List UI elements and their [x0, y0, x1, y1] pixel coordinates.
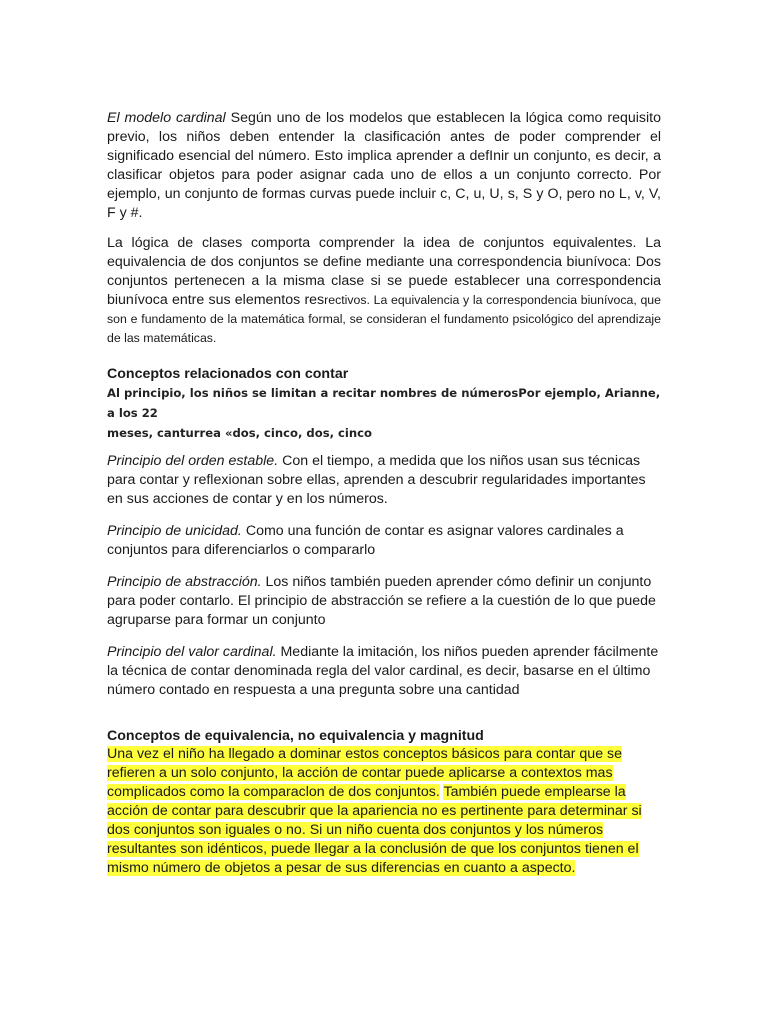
equivalence-paragraph — [107, 745, 661, 878]
principle-term: Principio del valor cardinal. — [107, 644, 277, 660]
principle-stable-order — [107, 452, 661, 509]
principle-term: Principio del orden estable. — [107, 453, 279, 469]
classes-small-text: rectivos. La equivalencia y la correspondencia biunívoca, que son e fundamento de la matemática formal, se consideran el fundamento psicológico del aprendizaje de las matemáticas. — [107, 293, 661, 345]
intro-text: Según uno de los modelos que establecen la lógica como requisito previo, los niños deben entender la clasificación antes de poder comprender el significado esencial del número. Esto implica aprender a defInir un conjunto, es decir, a clasificar objetos para poder asignar cada uno de ellos a un conjunto correcto. Por ejemplo, un conjunto de formas curvas puede incluir c, C, u, U, s, S y O, pero no L, v, V, F y #. — [107, 110, 662, 221]
principle-text: Mediante la imitación, los niños pueden aprender fácilmente la técnica de contar denominada regla del valor cardinal, es decir, basarse en el último número contado en respuesta a una pregunta sobre una cantidad — [107, 644, 659, 698]
classes-paragraph — [107, 234, 661, 348]
highlighted-text-1: Una vez el niño ha llegado a dominar estos conceptos básicos para contar que se refieren a un solo conjunto, la acción de contar puede aplicarse a contextos mas complicados como la comparaclon de dos conjuntos. — [107, 746, 623, 800]
intro-paragraph — [107, 109, 661, 223]
principle-term: Principio de abstracción. — [107, 574, 262, 590]
principle-abstraction — [107, 573, 661, 630]
classes-text: La lógica de clases comporta comprender la idea de conjuntos equivalentes. La equivalencia de dos conjuntos se define mediante una correspondencia biunívoca: Dos conjuntos pertenecen a la misma clase si se puede establecer una correspondencia biunívoca entre sus elementos res — [107, 235, 661, 308]
counting-heading: Conceptos relacionados con contar — [107, 366, 349, 382]
principle-text: Los niños también pueden aprender cómo definir un conjunto para poder contarlo. El principio de abstracción se refiere a la cuestión de lo que puede agruparse para formar un conjunto — [107, 574, 656, 628]
principle-term: Principio de unicidad. — [107, 523, 242, 539]
principle-uniqueness — [107, 522, 661, 560]
principle-cardinal-value — [107, 643, 661, 700]
principle-text: Con el tiempo, a medida que los niños usan sus técnicas para contar y reflexionan sobre ellas, aprenden a descubrir regularidades importantes en sus acciones de contar y en los números. — [107, 453, 646, 507]
principle-text: Como una función de contar es asignar valores cardinales a conjuntos para diferenciarlos o compararlo — [107, 523, 624, 558]
intro-term: El modelo cardinal — [107, 110, 226, 126]
counting-line-1: Al principio, los niños se limitan a recitar nombres de númerosPor ejemplo, Arianne, a los 22 — [107, 386, 661, 420]
highlighted-text-2: También puede emplearse la acción de contar para descubrir que la apariencia no es pertinente para determinar si dos conjuntos son iguales o no. Si un niño cuenta dos conjuntos y los números resultantes son idénticos, puede llegar a la conclusión de que los conjuntos tienen el mismo número de objetos a pesar de sus diferencias en cuanto a aspecto. — [107, 784, 642, 876]
equivalence-heading: Conceptos de equivalencia, no equivalencia y magnitud — [107, 728, 484, 744]
counting-line-2: meses, canturrea «dos, cinco, dos, cinco — [107, 426, 372, 440]
